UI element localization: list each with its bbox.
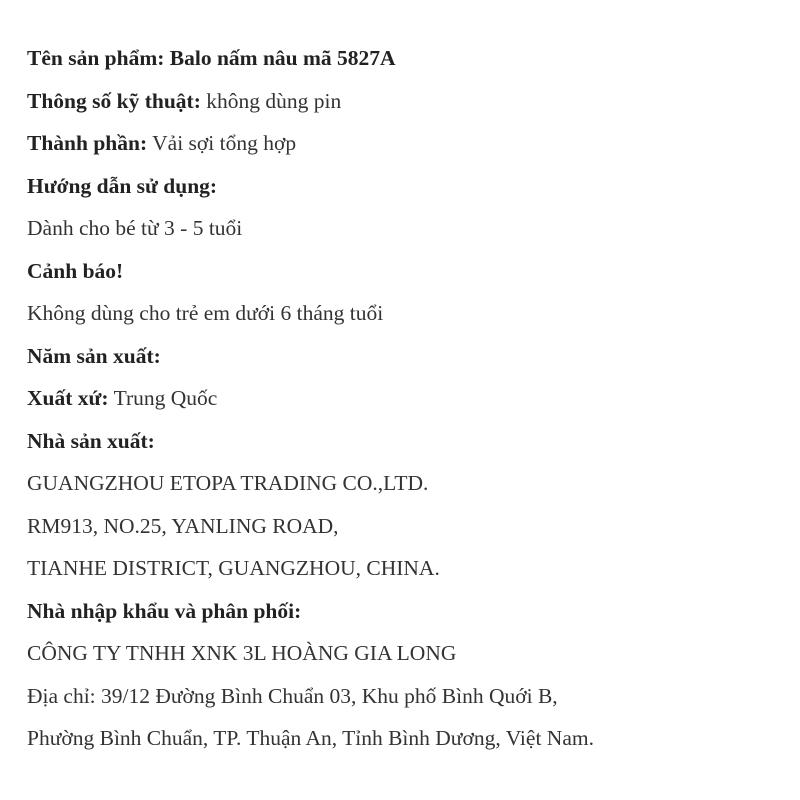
importer-label: Nhà nhập khẩu và phân phối: [27,598,302,623]
manufacturer-address-1: RM913, NO.25, YANLING ROAD, [27,513,339,538]
specs-label: Thông số kỹ thuật: [27,88,201,113]
specs-line [27,80,800,123]
manufacturer-name: GUANGZHOU ETOPA TRADING CO.,LTD. [27,471,429,495]
usage-heading-line [27,165,800,208]
product-name-value: Balo nấm nâu mã 5827A [169,46,396,70]
manufacturer-address-2: TIANHE DISTRICT, GUANGZHOU, CHINA. [27,556,440,580]
composition-label: Thành phần: [27,131,148,155]
importer-address-line-1 [27,675,800,718]
origin-line [27,377,800,420]
specs-value: không dùng pin [206,88,342,113]
manufacture-year-label: Năm sản xuất: [27,343,161,368]
product-name-line [27,37,800,80]
manufacture-year-line [27,335,800,378]
warning-label: Cảnh báo! [27,258,124,283]
composition-value: Vải sợi tổng hợp [152,131,297,155]
composition-line [27,122,800,165]
warning-heading-line [27,250,800,293]
manufacturer-label: Nhà sản xuất: [27,428,155,453]
manufacturer-address-line-2 [27,547,800,590]
origin-label: Xuất xứ: [27,386,109,410]
manufacturer-name-line [27,462,800,505]
importer-company-line [27,632,800,675]
manufacturer-heading-line [27,420,800,463]
origin-value: Trung Quốc [113,386,218,410]
importer-address-2: Phường Bình Chuẩn, TP. Thuận An, Tỉnh Bình Dương, Việt Nam. [27,726,594,750]
usage-value-line [27,207,800,250]
warning-value: Không dùng cho trẻ em dưới 6 tháng tuổi [27,301,384,325]
importer-address-line-2 [27,717,800,760]
importer-company: CÔNG TY TNHH XNK 3L HOÀNG GIA LONG [27,641,457,665]
manufacturer-address-line-1 [27,505,800,548]
warning-value-line [27,292,800,335]
importer-address-1: Địa chỉ: 39/12 Đường Bình Chuẩn 03, Khu phố Bình Quới B, [27,683,558,708]
usage-value: Dành cho bé từ 3 - 5 tuổi [27,216,243,240]
importer-heading-line [27,590,800,633]
usage-label: Hướng dẫn sử dụng: [27,173,218,198]
product-name-label: Tên sản phẩm: [27,46,165,70]
